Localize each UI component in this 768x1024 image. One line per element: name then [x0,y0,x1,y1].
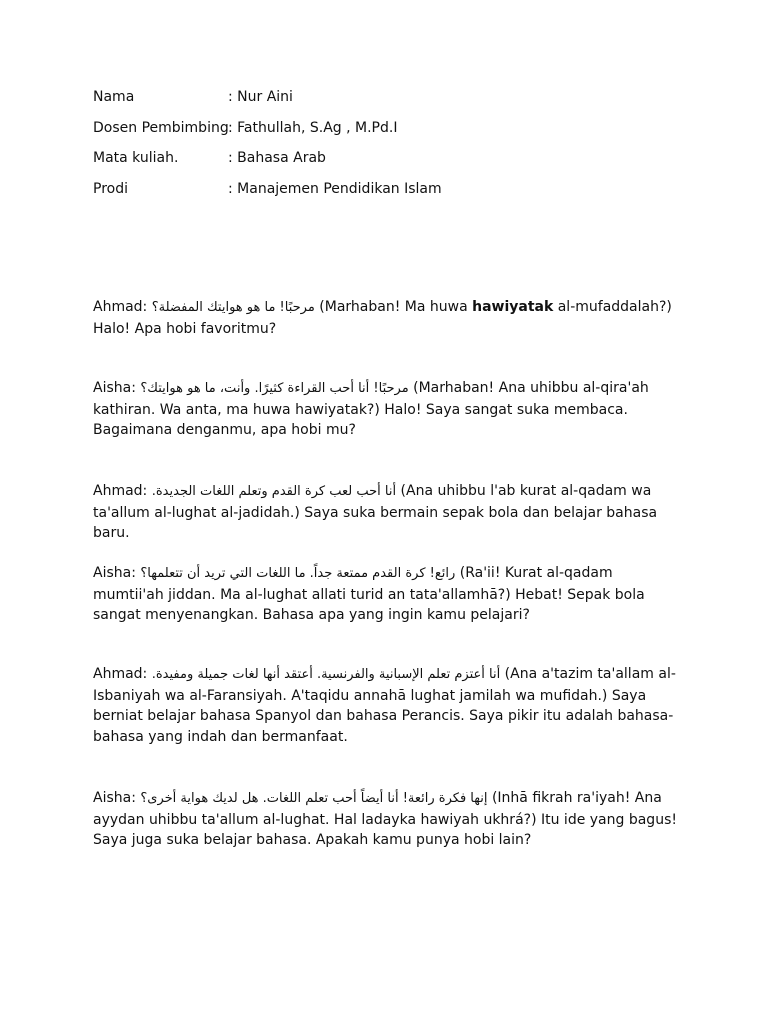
arabic-text: مرحبًا! أنا أحب القراءة كثيرًا. وأنت، ما هو هوايتك؟ [140,381,409,396]
dialogue-text: (Inhā fikrah ra'iyah! Ana ayydan uhibbu ta'allum al-lughat. Hal ladayka hawiyah ukhrá?) Itu ide yang bagus! Saya juga suka belajar bahasa. Apakah kamu punya hobi lain? [93,790,677,849]
info-row-dosen [93,119,693,150]
info-row-mata-kuliah [93,149,693,180]
arabic-text: أنا أحب لعب كرة القدم وتعلم اللغات الجديدة. [151,484,397,499]
dialogue-line [93,378,678,441]
dialogue-text: (Ana uhibbu l'ab kurat al-qadam wa ta'allum al-lughat al-jadidah.) Saya suka bermain sepak bola dan belajar bahasa baru. [93,483,658,542]
arabic-text: إنها فكرة رائعة! أنا أيضاً أحب تعلم اللغات. هل لديك هواية أخرى؟ [140,791,488,806]
dialogue-line [93,788,678,851]
dialogue-line [93,481,678,544]
info-label: Prodi [93,180,128,197]
dialogue-text: (Ra'ii! Kurat al-qadam mumtii'ah jiddan. Ma al-lughat allati turid an tata'allamhā?) Hebat! Sepak bola sangat menyenangkan. Bahasa apa yang ingin kamu pelajari? [93,565,645,624]
info-label: Dosen Pembimbing [93,119,229,136]
info-row-prodi [93,180,693,211]
speaker-name: Ahmad: [93,299,148,315]
info-label: Nama [93,89,135,105]
dialogue-line [93,297,678,339]
dialogue-line [93,563,678,626]
dialogue-text: al-mufaddalah?) Halo! Apa hobi favoritmu? [93,299,672,337]
info-value: : Nur Aini [228,89,293,105]
info-row-nama [93,88,693,119]
arabic-text: أنا أعتزم تعلم الإسبانية والفرنسية. أعتقد أنها لغات جميلة ومفيدة. [151,667,501,682]
info-value: : Manajemen Pendidikan Islam [228,180,442,197]
speaker-name: Aisha: [93,790,136,806]
student-info [93,88,693,210]
dialogue-text: (Marhaban! Ma huwa [314,299,473,315]
arabic-text: رائع! كرة القدم ممتعة جداً. ما اللغات التي تريد أن تتعلمها؟ [140,566,456,581]
speaker-name: Aisha: [93,565,136,581]
info-value: : Fathullah, S.Ag , M.Pd.I [228,119,398,136]
info-value: : Bahasa Arab [228,150,326,167]
speaker-name: Ahmad: [93,483,148,499]
speaker-name: Aisha: [93,380,136,396]
arabic-text: مرحبًا! ما هو هوايتك المفضلة؟ [151,300,315,315]
info-label: Mata kuliah. [93,150,179,167]
dialogue-text: (Marhaban! Ana uhibbu al-qira'ah kathiran. Wa anta, ma huwa hawiyatak?) Halo! Saya sangat suka membaca. Bagaimana denganmu, apa hobi mu? [93,380,649,439]
dialogue-text: (Ana a'tazim ta'allam al-Isbaniyah wa al-Faransiyah. A'taqidu annahā lughat jamilah wa mufidah.) Saya berniat belajar bahasa Spanyol dan bahasa Perancis. Saya pikir itu adalah bahasa-bahasa yang indah dan bermanfaat. [93,666,676,746]
dialogue-bold-word: hawiyatak [472,299,554,315]
speaker-name: Ahmad: [93,666,148,682]
dialogue-line [93,664,678,748]
